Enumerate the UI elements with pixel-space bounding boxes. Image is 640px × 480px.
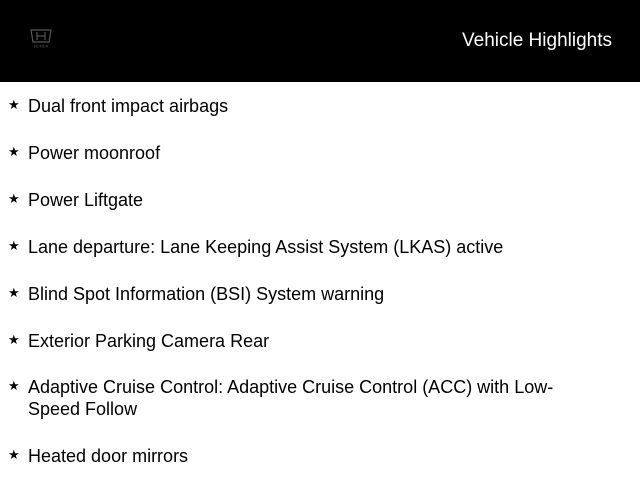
star-icon: ★	[8, 192, 20, 207]
highlight-text: Exterior Parking Camera Rear	[28, 331, 270, 351]
star-icon: ★	[8, 145, 20, 160]
star-icon: ★	[8, 379, 20, 394]
star-icon: ★	[8, 239, 20, 254]
star-icon: ★	[8, 333, 20, 348]
highlight-text: Dual front impact airbags	[28, 96, 229, 116]
highlight-text: Power moonroof	[28, 143, 161, 163]
star-icon: ★	[8, 448, 20, 463]
highlight-text: Lane departure: Lane Keeping Assist System (LKAS) active	[28, 237, 504, 257]
star-icon: ★	[8, 286, 20, 301]
star-icon: ★	[8, 98, 20, 113]
highlight-text: Blind Spot Information (BSI) System warning	[28, 284, 385, 304]
highlight-text: Power Liftgate	[28, 190, 144, 210]
highlight-text: Heated door mirrors	[28, 446, 189, 466]
page-title: Vehicle Highlights	[462, 30, 612, 51]
highlight-text: Adaptive Cruise Control: Adaptive Cruise Control (ACC) with Low-Speed Follow	[28, 377, 554, 419]
logo-wordmark: HONDA	[33, 43, 49, 49]
